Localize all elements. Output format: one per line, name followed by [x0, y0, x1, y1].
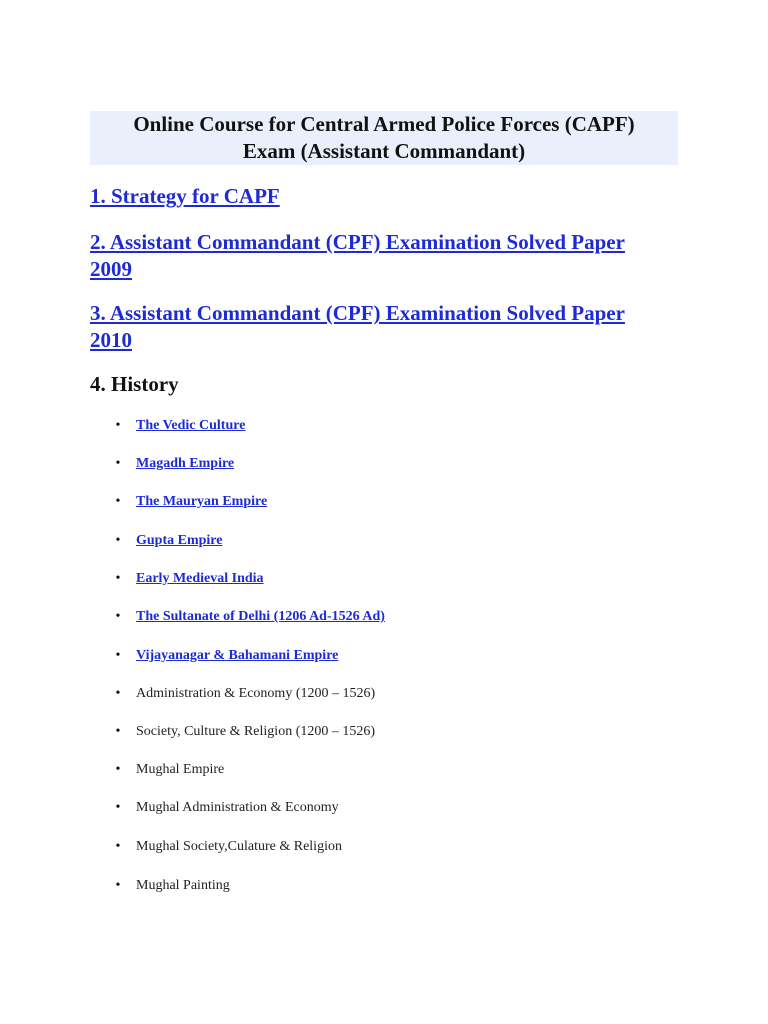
section-link-solved-paper-2009[interactable]: [90, 229, 625, 283]
history-heading: 4. History: [90, 372, 179, 396]
history-topic: [110, 684, 670, 704]
bullet-icon: •: [115, 800, 121, 815]
history-topic-label: Early Medieval India: [136, 571, 264, 586]
history-topic-label: Vijayanagar & Bahamani Empire: [136, 648, 339, 663]
history-topic[interactable]: [110, 607, 670, 627]
bullet-icon: •: [115, 762, 121, 777]
history-topic-label: Administration & Economy (1200 – 1526): [136, 686, 376, 701]
bullet-icon: •: [115, 648, 121, 663]
section-link-2009-label-line-2: 2009: [90, 257, 132, 281]
history-topic[interactable]: [110, 454, 670, 474]
bullet-icon: •: [115, 724, 121, 739]
history-topic: [110, 876, 670, 896]
history-topic-label: The Vedic Culture: [136, 418, 246, 433]
history-topic-label: Gupta Empire: [136, 533, 223, 548]
bullet-icon: •: [115, 609, 121, 624]
history-topic-label: The Sultanate of Delhi (1206 Ad-1526 Ad): [136, 609, 385, 624]
page-title-line-1: Online Course for Central Armed Police Forces (CAPF): [133, 112, 635, 136]
bullet-icon: •: [115, 456, 121, 471]
history-topic: [110, 798, 670, 818]
history-topic-label: Mughal Painting: [136, 878, 230, 893]
history-topic-label: Magadh Empire: [136, 456, 235, 471]
history-topic[interactable]: [110, 569, 670, 589]
history-topic: [110, 837, 670, 857]
bullet-icon: •: [115, 533, 121, 548]
history-topic[interactable]: [110, 492, 670, 512]
section-link-2010-label-line-2: 2010: [90, 328, 132, 352]
page-title-line-2: Exam (Assistant Commandant): [242, 139, 526, 163]
history-topic-label: The Mauryan Empire: [136, 494, 268, 509]
history-topic: [110, 722, 670, 742]
bullet-icon: •: [115, 878, 121, 893]
history-topic-label: Society, Culture & Religion (1200 – 1526): [136, 724, 376, 739]
history-topic: [110, 760, 670, 780]
section-link-solved-paper-2010[interactable]: [90, 300, 625, 354]
bullet-icon: •: [115, 494, 121, 509]
section-link-strategy-label: 1. Strategy for CAPF: [90, 184, 280, 208]
bullet-icon: •: [115, 418, 121, 433]
bullet-icon: •: [115, 571, 121, 586]
history-topic[interactable]: [110, 416, 670, 436]
history-topic-label: Mughal Administration & Economy: [136, 800, 339, 815]
page-title: [90, 111, 678, 165]
section-link-2009-label-line-1: 2. Assistant Commandant (CPF) Examination Solved Paper: [90, 230, 625, 254]
history-topic[interactable]: [110, 646, 670, 666]
section-link-2010-label-line-1: 3. Assistant Commandant (CPF) Examination Solved Paper: [90, 301, 625, 325]
section-link-strategy[interactable]: [90, 183, 280, 210]
history-topic[interactable]: [110, 531, 670, 551]
history-topic-label: Mughal Empire: [136, 762, 225, 777]
bullet-icon: •: [115, 839, 121, 854]
history-topic-label: Mughal Society,Culature & Religion: [136, 839, 342, 854]
bullet-icon: •: [115, 686, 121, 701]
